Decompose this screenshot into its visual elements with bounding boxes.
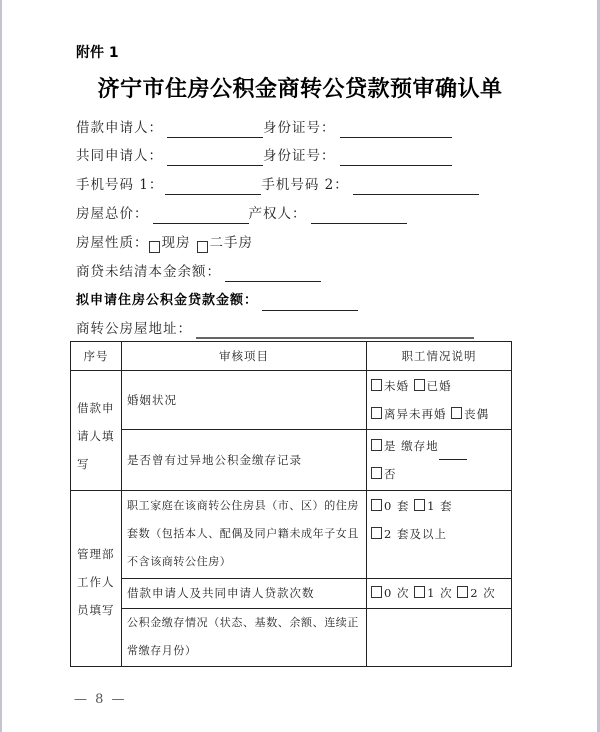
attachment-label: 附件 1 (76, 45, 119, 61)
checkbox-1-set[interactable] (414, 499, 425, 511)
co-applicant-field[interactable] (167, 151, 263, 166)
checkbox-existing-house[interactable] (149, 241, 160, 253)
item-housing-count-line1: 职工家庭在该商转公住房县（市、区）的住房 (127, 499, 359, 512)
id-label-2: 身份证号： (263, 148, 336, 164)
checkbox-divorced[interactable] (371, 407, 382, 419)
option-no: 否 (384, 467, 397, 481)
group1-label-line3: 写 (77, 457, 90, 471)
checkbox-2-times[interactable] (457, 586, 468, 598)
option-2-times: 2 次 (470, 586, 496, 600)
checkbox-second-hand[interactable] (197, 241, 208, 253)
option-0-sets: 0 套 (384, 499, 410, 513)
document-title: 济宁市住房公积金商转公贷款预审确认单 (97, 77, 503, 102)
option-second-hand: 二手房 (209, 235, 253, 251)
checkbox-0-times[interactable] (371, 586, 382, 598)
group2-label-line1: 管理部 (77, 547, 115, 561)
item-loan-count: 借款申请人及共同申请人贷款次数 (127, 586, 315, 600)
property-type-label: 房屋性质： (76, 235, 149, 251)
option-widowed: 丧偶 (464, 407, 490, 421)
checkbox-1-time[interactable] (414, 586, 425, 598)
option-married: 已婚 (426, 379, 452, 393)
checkbox-married[interactable] (414, 379, 425, 391)
address-row (76, 319, 474, 339)
housing-count-options-line2 (371, 520, 447, 548)
header-divider (71, 370, 511, 371)
page-number: — 8 — (74, 692, 127, 707)
checkbox-0-sets[interactable] (371, 499, 382, 511)
owner-label: 产权人： (248, 206, 307, 222)
address-label: 商转公房屋地址： (76, 321, 192, 337)
total-price-field[interactable] (153, 209, 249, 224)
col-divider-2 (366, 342, 367, 666)
group2-label-line2: 工作人 (77, 575, 115, 589)
id-field-2[interactable] (340, 151, 452, 166)
checkbox-2-plus-sets[interactable] (371, 527, 382, 539)
option-unmarried: 未婚 (384, 379, 409, 393)
group1-label-line2: 请人填 (77, 429, 115, 443)
option-1-time: 1 次 (427, 586, 453, 600)
group2-label-line3: 员填写 (77, 603, 115, 617)
option-0-times: 0 次 (384, 586, 410, 600)
property-type-row (76, 233, 253, 253)
review-table (70, 341, 512, 667)
loan-count-options (371, 579, 496, 607)
requested-amount-row (76, 291, 358, 311)
phone-row (76, 175, 479, 195)
checkbox-no[interactable] (371, 467, 382, 479)
group-divider (71, 490, 511, 491)
remote-deposit-options-line2 (371, 460, 397, 488)
marriage-options-line2 (371, 400, 489, 428)
item-deposit-status-line2: 常缴存月份） (127, 644, 197, 657)
item-housing-count-line3: 不含该商转公住房） (127, 555, 232, 568)
group1-label-line1: 借款申 (77, 401, 115, 415)
item-marriage: 婚姻状况 (127, 393, 177, 407)
checkbox-unmarried[interactable] (371, 379, 382, 391)
remaining-loan-field[interactable] (225, 267, 321, 282)
option-divorced: 离异未再婚 (384, 407, 447, 421)
header-seq: 序号 (83, 349, 109, 363)
phone1-field[interactable] (165, 180, 261, 195)
requested-amount-label: 拟申请住房公积金贷款金额： (76, 293, 259, 308)
option-existing-house: 现房 (161, 235, 191, 251)
owner-field[interactable] (311, 209, 407, 224)
id-label-1: 身份证号： (263, 120, 336, 136)
remote-deposit-options-line1 (371, 432, 467, 460)
checkbox-yes[interactable] (371, 439, 382, 451)
header-situation: 职工情况说明 (401, 349, 477, 363)
item-deposit-status-line1: 公积金缴存情况（状态、基数、余额、连续正 (127, 616, 359, 629)
total-price-label: 房屋总价： (76, 206, 149, 222)
co-applicant-row (76, 146, 452, 166)
page-edge-left (0, 0, 2, 732)
housing-count-options-line1 (371, 492, 453, 520)
checkbox-widowed[interactable] (451, 407, 462, 419)
borrower-label: 借款申请人： (76, 120, 163, 136)
item-housing-count-line2: 套数（包括本人、配偶及同户籍未成年子女且 (127, 527, 359, 540)
remaining-loan-row (76, 262, 321, 282)
price-owner-row (76, 204, 407, 224)
co-applicant-label: 共同申请人： (76, 148, 163, 164)
address-field[interactable] (196, 323, 474, 339)
phone2-label: 手机号码 2： (261, 177, 349, 193)
requested-amount-field[interactable] (262, 296, 358, 311)
id-field-1[interactable] (340, 123, 452, 138)
header-review-item: 审核项目 (219, 349, 269, 363)
deposit-location-field[interactable] (439, 443, 467, 460)
remaining-loan-label: 商贷未结清本金余额： (76, 264, 221, 280)
option-yes-deposit-location: 是 缴存地 (384, 439, 439, 453)
borrower-row (76, 118, 452, 138)
borrower-field[interactable] (167, 123, 263, 138)
col-divider-1 (121, 342, 122, 666)
marriage-options-line1 (371, 372, 452, 400)
option-2-plus-sets: 2 套及以上 (384, 527, 447, 541)
item-remote-deposit: 是否曾有过异地公积金缴存记录 (127, 453, 302, 467)
phone1-label: 手机号码 1： (76, 177, 164, 193)
row-divider-1 (121, 429, 511, 430)
option-1-set: 1 套 (427, 499, 453, 513)
phone2-field[interactable] (353, 180, 479, 195)
